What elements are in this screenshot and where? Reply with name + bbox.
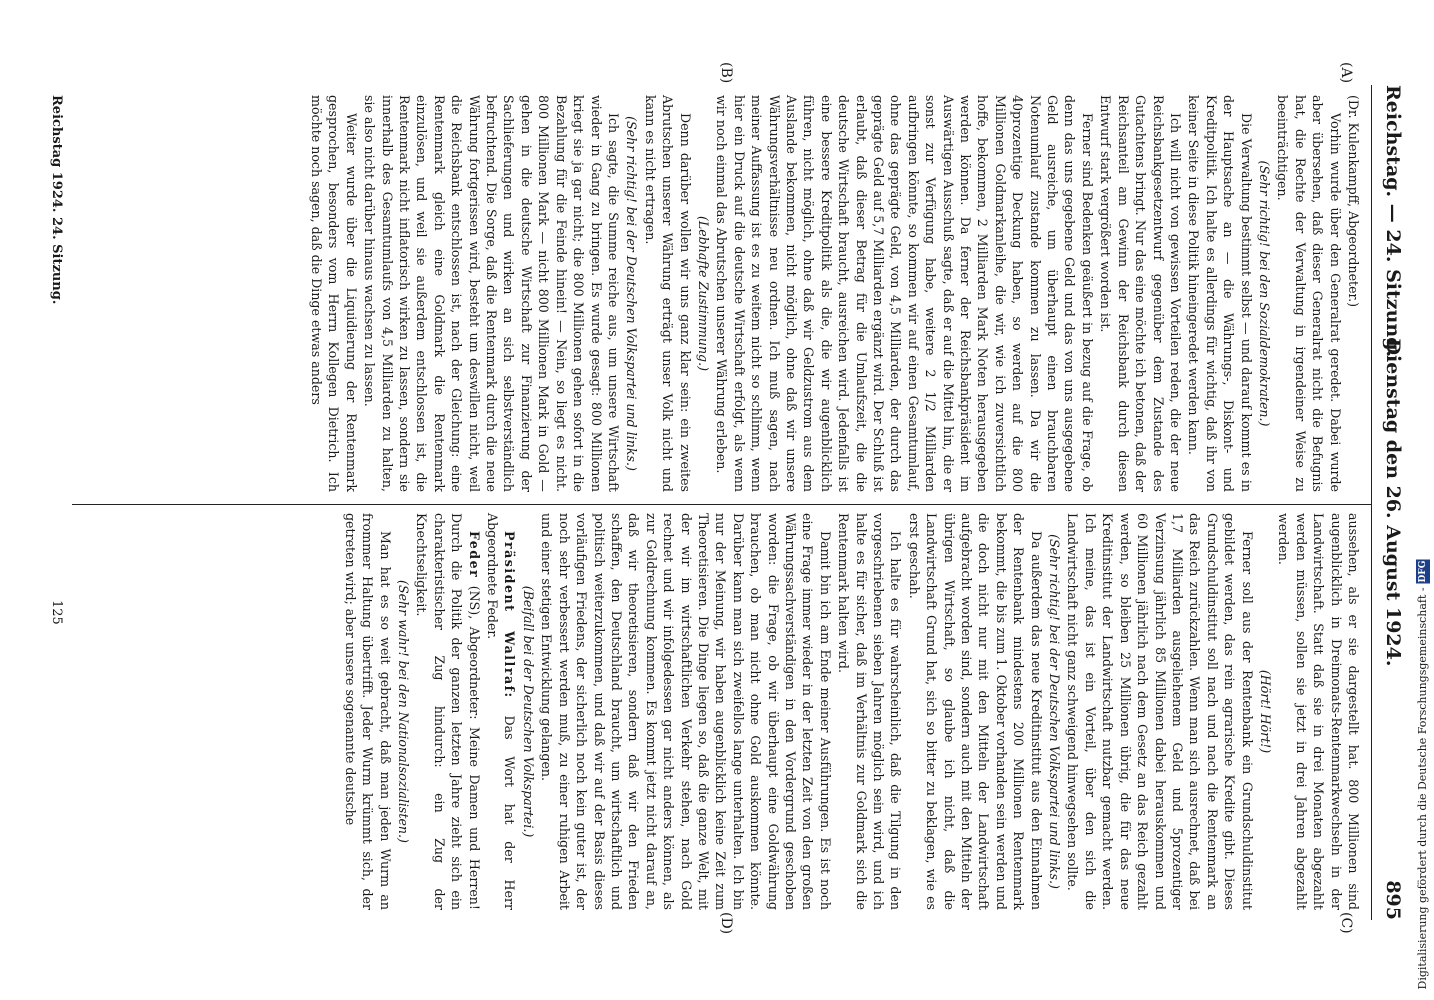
paragraph: Ich halte es für wahrscheinlich, daß die Tilgung in den vorgeschriebenen sieben Jahren möglich sein wird, und ich halte es für sicher, daß im Verhältnis zur Goldmark sich die Rentenmark halten wird.: [836, 513, 904, 910]
page-footer: Reichstag 1924. 24. Sitzung.: [49, 95, 64, 305]
paragraph: aussehen, als er sie dargestellt hat. 800 Millionen sind augenblicklich in Dreimonats-Rentenmarkwechseln in der Landwirtschaft. Statt daß sie in drei Monaten abgezahlt werden müssen, sollen sie jetzt in drei Jahren abgezahlt werden.: [1276, 513, 1361, 910]
margin-letter-c: (C): [1338, 912, 1354, 934]
interjection: (Hört! Hört!): [1257, 669, 1273, 754]
speech-text: (NS), Abgeordneter: Meine Damen und Herren! Durch die Politik der ganzen letzten Jahre zieht sich ein charakteristischer Zug hindurch: ein Zug der Knechtseligkeit.: [414, 513, 482, 910]
speaker-attribution: (Dr. Kulenkampff, Abgeordneter.): [1346, 95, 1361, 308]
header-rule: [1371, 85, 1372, 920]
column-divider: [72, 504, 1372, 505]
margin-letter-d: (D): [718, 912, 734, 935]
speech-text: Das Wort hat der Herr Abgeordnete Feder.: [485, 513, 518, 910]
paragraph: Ferner sind Bedenken geäußert in bezug auf die Frage, ob denn das uns gegebene Geld und das von uns ausgegebene Geld ausreiche, um überhaupt einen brauchbaren Notenumlauf zustande kommen zu lassen. Da wir die 40prozentige Deckung haben, so werden auf die 800 Millionen Goldmarkanleihe, die wir, wie ich zuversichtlich hoffe, bekommen, 2 Milliarden Mark Noten herausgegeben werden können. Da ferner der Reichsbankpräsident im Auswärtigen Ausschuß sagte, daß er auf die Mittel hin, die er sonst zur Verfügung habe, weitere 2 1/2 Milliarden aufbringen könnte, so kommen wir auf einen Gesamtumlauf, ohne das geprägte Geld, von 4,5 Milliarden, der durch das geprägte Geld auf 5,7 Milliarden ergänzt wird. Der Schluß ist erlaubt, daß dieser Betrag für die Umlaufszeit, die die deutsche Wirtschaft braucht, ausreichen wird. Jedenfalls ist eine bessere Kreditpolitik als die, die wir augenblicklich führen, nicht möglich, ohne daß wir Geldzustrom aus dem Auslande bekommen, nicht möglich, ohne daß wir unsere Währungsverhältnisse neu ordnen. Ich muß sagen, nach meiner Auffassung ist es zu weitem nicht so schlimm, wenn hier ein Druck auf die deutsche Wirtschaft erfolgt, als wenn wir noch einmal das Abrutschen unserer Währung erleben.: [714, 95, 1095, 492]
paragraph: Die Verwaltung bestimmt selbst — und darauf kommt es in der Hauptsache an — die Währungs-, Diskont- und Kreditpolitik. Ich halte es allerdings für wichtig, daß ihr von keiner Seite in diese Politik hineingeredet werden kann.: [1186, 95, 1254, 492]
paragraph: Damit bin ich am Ende meiner Ausführungen. Es ist noch eine Frage immer wieder in der letzten Zeit von den großen Währungssachverständigen in den Vordergrund geschoben worden: die Frage, ob wir überhaupt eine Goldwährung brauchen, ob man nicht ohne Gold auskommen könnte. Darüber kann man sich zweifellos lange unterhalten. Ich bin nur der Meinung, wir haben augenblicklich keine Zeit zum Theoretisieren. Die Dinge liegen so, daß die ganze Welt, mit der wir im wirtschaftlichen Verkehr stehen, nach Gold rechnet und wir infolgedessen gar nicht anders können, als zur Goldrechnung kommen. Es kommt jetzt nicht darauf an, daß wir theoretisieren, sondern daß wir den Frieden schaffen, den Deutschland braucht, um wirtschaftlich und politisch weiterzukommen, und daß wir auf der Basis dieses vorläufigen Friedens, der sicherlich noch kein guter ist, der noch sehr verbessert werden muß, zu einer ruhigen Arbeit und einer stetigen Entwicklung gelangen.: [539, 513, 833, 910]
paragraph: Denn darüber wollen wir uns ganz klar sein: ein zweites Abrutschen unserer Währung erträgt unser Volk nicht und kann es nicht ertragen.: [642, 95, 693, 492]
interjection: (Sehr richtig! bei der Deutschen Volkspartei und links.): [624, 116, 640, 471]
paragraph: Ich sagte, die Summe reiche aus, um unsere Wirtschaft wieder in Gang zu bringen. Es wurde gesagt: 800 Millionen kriegt sie ja gar nicht; die 800 Millionen gehen sofort in die Bezahlung für die Feinde hinein! — Nein, so liegt es nicht. 800 Millionen Mark — nicht 800 Millionen Mark in Gold — gehen in die deutsche Wirtschaft zur Finanzierung der Sachlieferungen und wirken an sich selbstverständlich befruchtend. Die Sorge, daß die Rentenmark durch die neue Währung fortgerissen wird, besteht um deswillen nicht, weil die Reichsbank entschlossen ist, nach der Gleichung: eine Rentenmark gleich eine Goldmark die Rentenmark einzulösen, und weil sie außerdem entschlossen ist, die Rentenmark nicht inflatorisch wirken zu lassen, sondern sie innerhalb des Gesamtumlaufs von 4,5 Milliarden zu halten, sie also nicht darüber hinaus wachsen zu lassen.: [362, 95, 621, 492]
header-left: Reichstag. — 24. Sitzung.: [1382, 85, 1404, 358]
digitization-text: Digitalisierung gefördert durch die Deutsche Forschungsgemeinschaft -: [1416, 587, 1429, 990]
page-header: [1374, 85, 1404, 920]
margin-letter-b: (B): [718, 62, 734, 84]
interjection: (Lebhafte Zustimmung.): [695, 215, 711, 372]
speaker-name: Feder: [466, 531, 482, 579]
paragraph: Weiter wurde über die Liquidierung der Rentenmark gesprochen, besonders vom Herrn Kollegen Dietrich. Ich möchte noch sagen, daß die Dinge etwas anders: [309, 95, 359, 492]
paragraph: Da außerdem das neue Kreditinstitut aus den Einnahmen der Rentenbank mindestens 200 Millionen Rentenmark bekommt, die bis zum 1. Oktober vorhanden sein werden und die doch nicht nur mit den Mitteln der Landwirtschaft aufgebracht worden sind, sondern auch mit den Mitteln der übrigen Wirtschaft, so glaube ich nicht, daß die Landwirtschaft Grund hat, sich so bitter zu beklagen, wie es erst geschah.: [906, 513, 1044, 910]
left-column: [307, 95, 1362, 492]
speaker-paragraph: [413, 513, 483, 910]
paragraph: Ferner soll aus der Rentenbank ein Grundschuldinstitut gebildet werden, das rein agrarische Kredite gibt. Dieses Grundschuldinstitut soll nach und nach die Rentenmark an das Reich zurückzahlen. Wenn man sich ausrechnet, daß bei 1,7 Milliarden ausgeliehenem Geld und 5prozentiger Verzinsung jährlich 85 Millionen dabei herauskommen und 60 Millionen jährlich nach dem Gesetz an das Reich gezahlt werden, so bleiben 25 Millionen übrig, die für das neue Kreditinstitut der Landwirtschaft nutzbar gemacht werden. Ich meine, das ist ein Vorteil, über den sich die Landwirtschaft nicht ganz schweigend hinwegsehen sollte.: [1065, 513, 1255, 910]
paragraph: Man hat es so weit gebracht, daß man jeden Wurm an frommer Haltung übertrifft. Jeder Wurm krümmt sich, der getreten wird; aber unsere sogenannte deutsche: [342, 513, 393, 910]
speaker-paragraph: [484, 513, 519, 910]
interjection: (Sehr richtig! bei der Deutschen Volkspartei und links.): [1047, 534, 1063, 889]
right-column: [340, 513, 1362, 910]
digitization-note: [1416, 560, 1430, 990]
paragraph: Ich will nicht von gewissen Vorteilen reden, die der neue Reichsbankgesetzentwurf gegenüber dem Zustande des Gutachtens bringt. Nur das eine möchte ich betonen, daß der Reichsanteil am Gewinn der Reichsbank durch diesen Entwurf stark vergrößert worden ist.: [1098, 95, 1183, 492]
margin-letter-a: (A): [1338, 62, 1354, 84]
folio-number: 125: [49, 600, 64, 625]
header-date: Dienstag den 26. August 1924.: [1382, 338, 1404, 667]
speaker-name: Präsident Wallraf:: [502, 531, 518, 699]
interjection: (Sehr wahr! bei den Nationalsozialisten.): [396, 580, 412, 843]
dfg-logo: DFG: [1418, 561, 1428, 583]
interjection: (Sehr richtig! bei den Sozialdemokraten.): [1256, 160, 1272, 427]
paragraph: Vorhin wurde über den Generalrat geredet. Dabei wurde aber übersehen, daß dieser Generalrat nicht die Befugnis hat, die Rechte der Verwaltung in irgendeiner Weise zu beeinträchtigen.: [1275, 95, 1343, 492]
interjection: (Beifall bei der Deutschen Volkspartei.): [520, 585, 536, 838]
page-number: 895: [1382, 880, 1404, 920]
